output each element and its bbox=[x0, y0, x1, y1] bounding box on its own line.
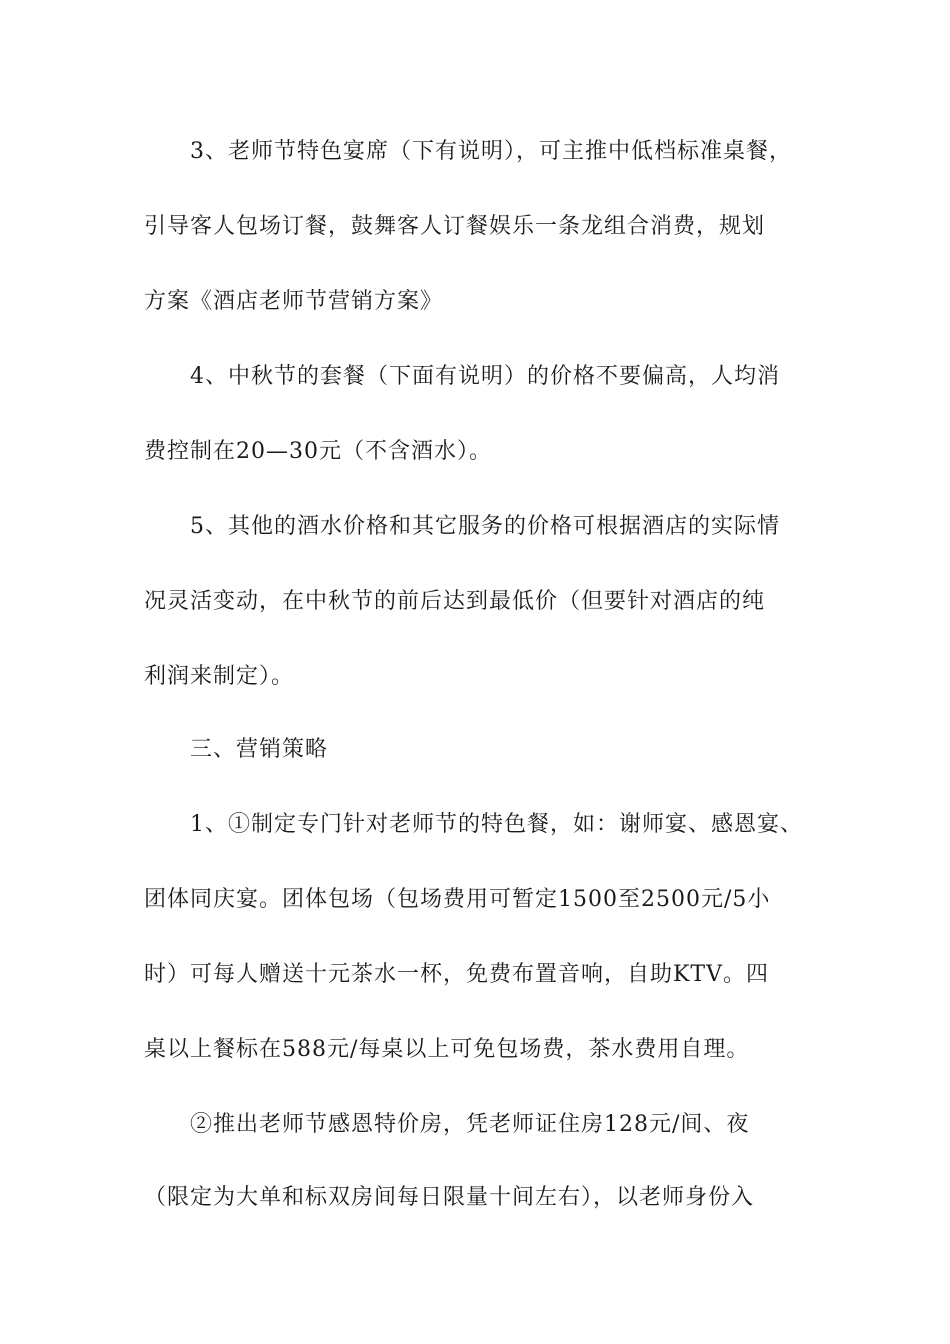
paragraph-line: 3、老师节特色宴席（下有说明），可主推中低档标准桌餐， bbox=[190, 139, 792, 164]
paragraph-line: 1、①制定专门针对老师节的特色餐，如：谢师宴、感恩宴、 bbox=[190, 812, 803, 837]
paragraph-line: 团体同庆宴。团体包场（包场费用可暂定1500至2500元/5小 bbox=[144, 887, 771, 912]
paragraph-line: 桌以上餐标在588元/每桌以上可免包场费，茶水费用自理。 bbox=[144, 1037, 750, 1062]
section-heading: 三、营销策略 bbox=[190, 737, 329, 762]
paragraph-line: 引导客人包场订餐，鼓舞客人订餐娱乐一条龙组合消费，规划 bbox=[144, 214, 766, 239]
paragraph-line: 5、其他的酒水价格和其它服务的价格可根据酒店的实际情 bbox=[190, 514, 780, 539]
paragraph-line: 费控制在20—30元（不含酒水）。 bbox=[144, 439, 492, 464]
paragraph-line: 时）可每人赠送十元茶水一杯，免费布置音响，自助KTV。四 bbox=[144, 962, 769, 987]
paragraph-line: ②推出老师节感恩特价房，凭老师证住房128元/间、夜 bbox=[190, 1112, 750, 1137]
paragraph-line: 方案《酒店老师节营销方案》 bbox=[144, 289, 444, 314]
paragraph-line: （限定为大单和标双房间每日限量十间左右），以老师身份入 bbox=[144, 1185, 755, 1210]
paragraph-line: 况灵活变动，在中秋节的前后达到最低价（但要针对酒店的纯 bbox=[144, 589, 766, 614]
paragraph-line: 4、中秋节的套餐（下面有说明）的价格不要偏高，人均消 bbox=[190, 364, 780, 389]
paragraph-line: 利润来制定）。 bbox=[144, 664, 295, 689]
